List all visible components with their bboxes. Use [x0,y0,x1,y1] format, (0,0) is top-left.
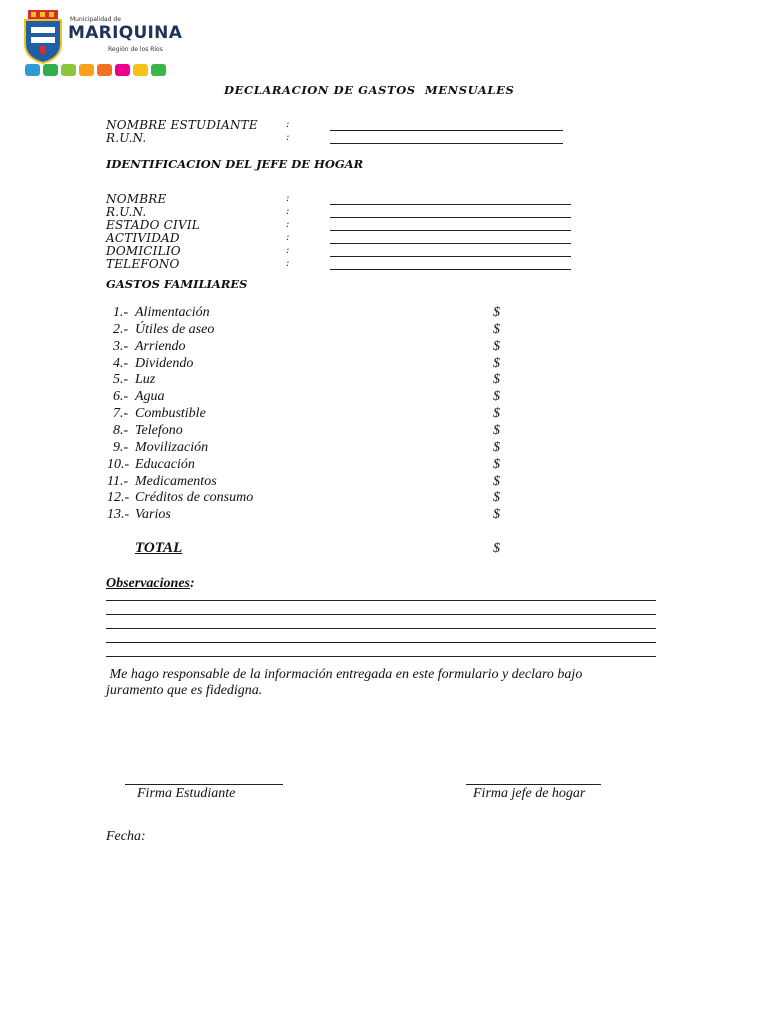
jefe-field-input-line[interactable] [330,230,571,231]
student-run-field[interactable] [330,143,563,144]
student-signature-label: Firma Estudiante [137,786,236,801]
gasto-label: Combustible [135,406,206,421]
gasto-label: Varios [135,507,171,522]
jefe-signature-line[interactable] [466,784,601,785]
gasto-number: 4.- [113,356,129,371]
gasto-label: Medicamentos [135,474,217,489]
gasto-number: 2.- [113,322,129,337]
jefe-field-label: TELEFONO [106,257,180,271]
jefe-field-label: ESTADO CIVIL [106,218,200,232]
gasto-number: 11.- [107,474,129,489]
gastos-heading: GASTOS FAMILIARES [106,277,248,291]
coat-of-arms-icon [22,10,64,64]
gasto-currency: $ [493,474,500,489]
student-signature-line[interactable] [125,784,283,785]
logo-icon-strip [25,64,175,76]
student-run-label: R.U.N. [106,131,147,145]
jefe-field-input-line[interactable] [330,256,571,257]
jefe-field-input-line[interactable] [330,204,571,205]
observaciones-colon: : [190,576,195,591]
observaciones-line-1[interactable] [106,600,656,601]
gasto-currency: $ [493,490,500,505]
gasto-currency: $ [493,305,500,320]
gasto-number: 6.- [113,389,129,404]
jefe-field-input-line[interactable] [330,269,571,270]
observaciones-text: Observaciones [106,576,190,591]
jefe-signature-label: Firma jefe de hogar [473,786,586,801]
jefe-field-colon: : [286,258,290,269]
student-name-label: NOMBRE ESTUDIANTE [106,118,258,132]
leaf-icon [151,64,166,76]
gasto-currency: $ [493,339,500,354]
gasto-currency: $ [493,423,500,438]
municipal-logo [22,8,182,78]
declaration-line-2: juramento que es fidedigna. [106,683,263,698]
student-name-colon: : [286,119,290,130]
jefe-field-label: ACTIVIDAD [106,231,180,245]
jefe-field-input-line[interactable] [330,243,571,244]
jefe-field-colon: : [286,193,290,204]
gasto-label: Alimentación [135,305,210,320]
jefe-field-label: DOMICILIO [106,244,181,258]
jefe-field-label: NOMBRE [106,192,167,206]
jefe-heading: IDENTIFICACION DEL JEFE DE HOGAR [106,157,364,171]
gasto-label: Útiles de aseo [135,322,215,337]
gasto-label: Arriendo [135,339,186,354]
fecha-label: Fecha: [106,829,146,844]
gasto-currency: $ [493,507,500,522]
gasto-label: Créditos de consumo [135,490,254,505]
total-currency: $ [493,541,500,556]
gasto-number: 9.- [113,440,129,455]
observaciones-label [106,576,195,592]
gasto-currency: $ [493,322,500,337]
gasto-number: 1.- [113,305,129,320]
gasto-number: 3.- [113,339,129,354]
gasto-label: Luz [135,372,156,387]
gasto-currency: $ [493,457,500,472]
gasto-currency: $ [493,389,500,404]
gasto-number: 5.- [113,372,129,387]
gasto-currency: $ [493,356,500,371]
house-icon [133,64,148,76]
gasto-label: Agua [135,389,165,404]
student-name-field[interactable] [330,130,563,131]
gasto-number: 10.- [107,457,130,472]
tree-icon [97,64,112,76]
student-run-colon: : [286,132,290,143]
gasto-label: Movilización [135,440,209,455]
gasto-number: 12.- [107,490,130,505]
logo-name: MARIQUINA [68,23,183,43]
jefe-field-colon: : [286,206,290,217]
gasto-currency: $ [493,372,500,387]
gasto-currency: $ [493,440,500,455]
fish-icon [43,64,58,76]
logo-region: Región de los Ríos [108,46,163,53]
jefe-field-label: R.U.N. [106,205,147,219]
boat-icon [79,64,94,76]
observaciones-line-2[interactable] [106,614,656,615]
gasto-label: Telefono [135,423,183,438]
gasto-currency: $ [493,406,500,421]
form-title: DECLARACION DE GASTOS MENSUALES [224,83,515,97]
gasto-number: 7.- [113,406,129,421]
jefe-field-colon: : [286,245,290,256]
logo-small-text: Municipalidad de [70,16,121,23]
jefe-field-colon: : [286,232,290,243]
observaciones-line-3[interactable] [106,628,656,629]
jefe-field-colon: : [286,219,290,230]
gasto-label: Dividendo [135,356,194,371]
gasto-number: 13.- [107,507,130,522]
person-icon [25,64,40,76]
gasto-number: 8.- [113,423,129,438]
declaration-line-1: Me hago responsable de la información entregada en este formulario y declaro bajo [106,667,583,682]
cow-icon [61,64,76,76]
gasto-label: Educación [135,457,195,472]
jefe-field-input-line[interactable] [330,217,571,218]
observaciones-line-4[interactable] [106,642,656,643]
flower-icon [115,64,130,76]
total-label: TOTAL [135,540,183,556]
observaciones-line-5[interactable] [106,656,656,657]
